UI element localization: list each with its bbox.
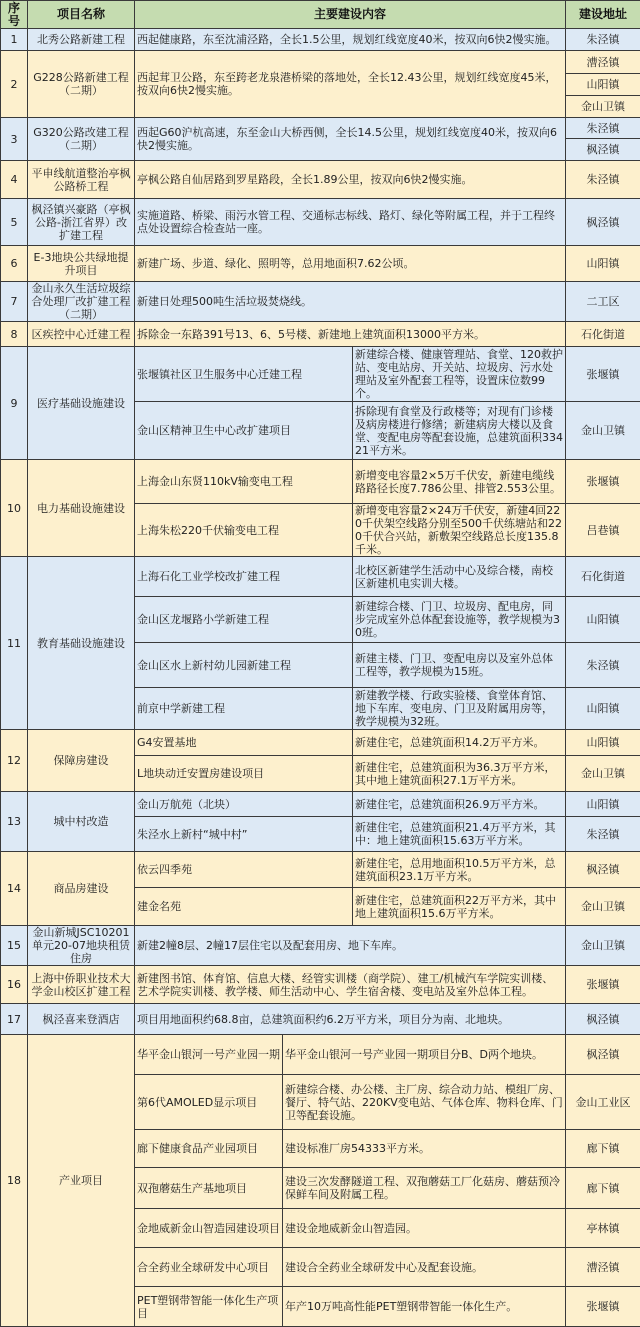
- row-no: 4: [1, 161, 28, 199]
- row-no: 9: [1, 347, 28, 460]
- row-no: 7: [1, 282, 28, 322]
- project-content: 亭枫公路自仙居路到罗星路段，全长1.89公里，按双向6快2慢实施。: [135, 161, 566, 199]
- project-location: 二工区: [566, 282, 640, 322]
- sub-project-content: 新建住宅，总建筑面积22万平方米，其中地上建筑面积15.6万平方米。: [353, 888, 566, 926]
- project-location: 枫泾镇: [566, 1004, 640, 1035]
- project-location: 朱泾镇: [566, 817, 640, 852]
- sub-project-content: 新建住宅，总建筑面积为36.3万平方米，其中地上建筑面积27.1万平方米。: [353, 756, 566, 792]
- row-no: 2: [1, 51, 28, 118]
- project-name: G228公路新建工程（二期）: [28, 51, 135, 118]
- sub-project-content: 建设金地威新金山智造园。: [283, 1209, 566, 1248]
- table-row: [1, 852, 640, 888]
- table-row: [1, 1004, 640, 1035]
- header-content: 主要建设内容: [135, 1, 566, 29]
- project-location: 山阳镇: [566, 246, 640, 282]
- project-location: 石化街道: [566, 322, 640, 347]
- sub-project-name: 前京中学新建工程: [135, 688, 353, 730]
- sub-project-content: 新增变电容量2×5万千伏安，新建电缆线路路径长度7.786公里、排管2.553公里。: [353, 460, 566, 504]
- project-location: 朱泾镇: [566, 161, 640, 199]
- sub-project-name: 合全药业全球研发中心项目: [135, 1248, 283, 1287]
- project-location: 漕泾镇: [566, 51, 640, 74]
- table-row: [1, 51, 640, 74]
- project-location: 金山卫镇: [566, 96, 640, 118]
- sub-project-name: 双孢蘑菇生产基地项目: [135, 1168, 283, 1209]
- sub-project-name: PET塑钢带智能一体化生产项目: [135, 1287, 283, 1327]
- sub-project-content: 新建教学楼、行政实验楼、食堂体育馆、地下车库、变电房、门卫及附属用房等，教学规模为32班。: [353, 688, 566, 730]
- sub-project-name: 上海金山东贤110kV输变电工程: [135, 460, 353, 504]
- project-content: 西起茸卫公路，东至跨老龙泉港桥梁的落地处，全长12.43公里，规划红线宽度45米，按双向6快2慢实施。: [135, 51, 566, 118]
- sub-project-name: L地块动迁安置房建设项目: [135, 756, 353, 792]
- project-content: 项目用地面积约68.8亩，总建筑面积约6.2万平方米，项目分为南、北地块。: [135, 1004, 566, 1035]
- table-row: [1, 966, 640, 1004]
- project-location: 张堰镇: [566, 347, 640, 402]
- row-no: 10: [1, 460, 28, 557]
- project-location: 漕泾镇: [566, 1248, 640, 1287]
- sub-project-content: 新建住宅，总建筑面积21.4万平方米，其中：地上建筑面积15.63万平方米。: [353, 817, 566, 852]
- project-location: 张堰镇: [566, 460, 640, 504]
- project-location: 朱泾镇: [566, 643, 640, 688]
- table-row: [1, 246, 640, 282]
- project-location: 山阳镇: [566, 74, 640, 96]
- header-no: 序号: [1, 1, 28, 29]
- project-location: 金山工业区: [566, 1075, 640, 1130]
- project-location: 张堰镇: [566, 1287, 640, 1327]
- table-row: [1, 199, 640, 246]
- project-name: 产业项目: [28, 1035, 135, 1327]
- sub-project-name: G4安置基地: [135, 730, 353, 756]
- table-row: [1, 730, 640, 756]
- project-location: 张堰镇: [566, 966, 640, 1004]
- sub-project-name: 建金名苑: [135, 888, 353, 926]
- row-no: 16: [1, 966, 28, 1004]
- project-content: 新建日处理500吨生活垃圾焚烧线。: [135, 282, 566, 322]
- sub-project-content: 新建住宅，总建筑面积14.2万平方米。: [353, 730, 566, 756]
- sub-project-name: 朱泾水上新村“城中村”: [135, 817, 353, 852]
- sub-project-name: 金山区水上新村幼儿园新建工程: [135, 643, 353, 688]
- project-location: 金山卫镇: [566, 402, 640, 460]
- project-content: 新建图书馆、体育馆、信息大楼、经管实训楼（商学院）、建工/机械汽车学院实训楼、艺术学院实训楼、教学楼、师生活动中心、学生宿舍楼、变电站及室外总体工程。: [135, 966, 566, 1004]
- table-row: [1, 282, 640, 322]
- project-name: G320公路改建工程（二期）: [28, 118, 135, 161]
- header-name: 项目名称: [28, 1, 135, 29]
- project-content: 拆除金一东路391号13、6、5号楼、新建地上建筑面积13000平方米。: [135, 322, 566, 347]
- project-name: 平申线航道整治亭枫公路桥工程: [28, 161, 135, 199]
- sub-project-content: 建设标准厂房54333平方米。: [283, 1130, 566, 1168]
- project-location: 枫泾镇: [566, 1035, 640, 1075]
- table-row: [1, 161, 640, 199]
- sub-project-content: 华平金山银河一号产业园一期项目分B、D两个地块。: [283, 1035, 566, 1075]
- sub-project-name: 金山区精神卫生中心改扩建项目: [135, 402, 353, 460]
- project-location: 枫泾镇: [566, 852, 640, 888]
- project-location: 石化街道: [566, 557, 640, 597]
- project-content: 新建广场、步道、绿化、照明等，总用地面积7.62公顷。: [135, 246, 566, 282]
- project-location: 山阳镇: [566, 730, 640, 756]
- row-no: 15: [1, 926, 28, 966]
- table-row: [1, 792, 640, 817]
- project-location: 枫泾镇: [566, 199, 640, 246]
- table-row: [1, 322, 640, 347]
- project-location: 金山卫镇: [566, 926, 640, 966]
- sub-project-content: 年产10万吨高性能PET塑钢带智能一体化生产。: [283, 1287, 566, 1327]
- project-name: 商品房建设: [28, 852, 135, 926]
- sub-project-name: 上海朱松220千伏输变电工程: [135, 504, 353, 557]
- project-location: 廊下镇: [566, 1168, 640, 1209]
- row-no: 6: [1, 246, 28, 282]
- project-name: 北秀公路新建工程: [28, 29, 135, 51]
- project-name: 保障房建设: [28, 730, 135, 792]
- sub-project-content: 新建综合楼、办公楼、主厂房、综合动力站、模组厂房、餐厅、特气站、220KV变电站、气体仓库、物料仓库、门卫等配套设施。: [283, 1075, 566, 1130]
- sub-project-name: 依云四季苑: [135, 852, 353, 888]
- project-location: 山阳镇: [566, 688, 640, 730]
- row-no: 1: [1, 29, 28, 51]
- project-name: 电力基础设施建设: [28, 460, 135, 557]
- project-location: 朱泾镇: [566, 118, 640, 139]
- table-row: [1, 557, 640, 597]
- sub-project-content: 建设合全药业全球研发中心及配套设施。: [283, 1248, 566, 1287]
- project-location: 山阳镇: [566, 597, 640, 643]
- sub-project-name: 张堰镇社区卫生服务中心迁建工程: [135, 347, 353, 402]
- row-no: 17: [1, 1004, 28, 1035]
- table-row: [1, 347, 640, 402]
- row-no: 13: [1, 792, 28, 852]
- project-location: 金山卫镇: [566, 888, 640, 926]
- project-content: 新建2幢8层、2幢17层住宅以及配套用房、地下车库。: [135, 926, 566, 966]
- row-no: 12: [1, 730, 28, 792]
- sub-project-content: 新建综合楼、健康管理站、食堂、120救护站、变电站房、开关站、垃圾房、污水处理站及室外配套工程等，设置床位数99个。: [353, 347, 566, 402]
- project-location: 朱泾镇: [566, 29, 640, 51]
- sub-project-name: 华平金山银河一号产业园一期: [135, 1035, 283, 1075]
- sub-project-name: 金地威新金山智造园建设项目: [135, 1209, 283, 1248]
- table-row: [1, 118, 640, 139]
- header-location: 建设地址: [566, 1, 640, 29]
- project-name: 金山永久生活垃圾综合处理厂改扩建工程（二期）: [28, 282, 135, 322]
- project-location: 金山卫镇: [566, 756, 640, 792]
- sub-project-content: 新建住宅，总建筑面积26.9万平方米。: [353, 792, 566, 817]
- project-name: 医疗基础设施建设: [28, 347, 135, 460]
- project-name: 上海中侨职业技术大学金山校区扩建工程: [28, 966, 135, 1004]
- project-content: 西起G60沪杭高速，东至金山大桥西侧，全长14.5公里，规划红线宽度40米，按双向6快2慢实施。: [135, 118, 566, 161]
- project-location: 枫泾镇: [566, 139, 640, 161]
- row-no: 11: [1, 557, 28, 730]
- row-no: 5: [1, 199, 28, 246]
- table-row: [1, 926, 640, 966]
- project-name: 枫泾镇兴豪路（亭枫公路-浙江省界）改扩建工程: [28, 199, 135, 246]
- project-location: 亭林镇: [566, 1209, 640, 1248]
- row-no: 3: [1, 118, 28, 161]
- project-name: E-3地块公共绿地提升项目: [28, 246, 135, 282]
- row-no: 14: [1, 852, 28, 926]
- sub-project-name: 金山万航苑（北块）: [135, 792, 353, 817]
- project-name: 金山新城JSC10201单元20-07地块租赁住房: [28, 926, 135, 966]
- project-name: 城中村改造: [28, 792, 135, 852]
- project-location: 山阳镇: [566, 792, 640, 817]
- sub-project-content: 新建主楼、门卫、变配电房以及室外总体工程等，教学规模为15班。: [353, 643, 566, 688]
- project-location: 廊下镇: [566, 1130, 640, 1168]
- project-name: 区疾控中心迁建工程: [28, 322, 135, 347]
- project-content: 实施道路、桥梁、雨污水管工程、交通标志标线、路灯、绿化等附属工程，并于工程终点处设置综合检查站一座。: [135, 199, 566, 246]
- sub-project-name: 金山区龙堰路小学新建工程: [135, 597, 353, 643]
- sub-project-content: 建设三次发酵隧道工程、双孢蘑菇工厂化菇房、蘑菇预冷保鲜车间及附属工程。: [283, 1168, 566, 1209]
- header-row: [1, 1, 640, 29]
- sub-project-content: 新建住宅，总用地面积10.5万平方米，总建筑面积23.1万平方米。: [353, 852, 566, 888]
- project-content: 西起健康路，东至沈浦泾路，全长1.5公里，规划红线宽度40米，按双向6快2慢实施。: [135, 29, 566, 51]
- sub-project-content: 新建综合楼、门卫、垃圾房、配电房，同步完成室外总体配套设施等，教学规模为30班。: [353, 597, 566, 643]
- sub-project-content: 北校区新建学生活动中心及综合楼，南校区新建机电实训大楼。: [353, 557, 566, 597]
- table-row: [1, 29, 640, 51]
- sub-project-content: 新增变电容量2×24万千伏安，新建4回220千伏架空线路分别至500千伏练塘站和220千伏合兴站，新敷架空线路总长度135.8千米。: [353, 504, 566, 557]
- row-no: 18: [1, 1035, 28, 1327]
- project-location: 吕巷镇: [566, 504, 640, 557]
- project-name: 枫泾喜来登酒店: [28, 1004, 135, 1035]
- sub-project-content: 拆除现有食堂及行政楼等；对现有门诊楼及病房楼进行修缮；新建病房大楼以及食堂、变配电房等配套设施，总建筑面积33421平方米。: [353, 402, 566, 460]
- table-row: [1, 1035, 640, 1075]
- sub-project-name: 第6代AMOLED显示项目: [135, 1075, 283, 1130]
- sub-project-name: 廊下健康食品产业园项目: [135, 1130, 283, 1168]
- table-row: [1, 460, 640, 504]
- project-name: 教育基础设施建设: [28, 557, 135, 730]
- row-no: 8: [1, 322, 28, 347]
- sub-project-name: 上海石化工业学校改扩建工程: [135, 557, 353, 597]
